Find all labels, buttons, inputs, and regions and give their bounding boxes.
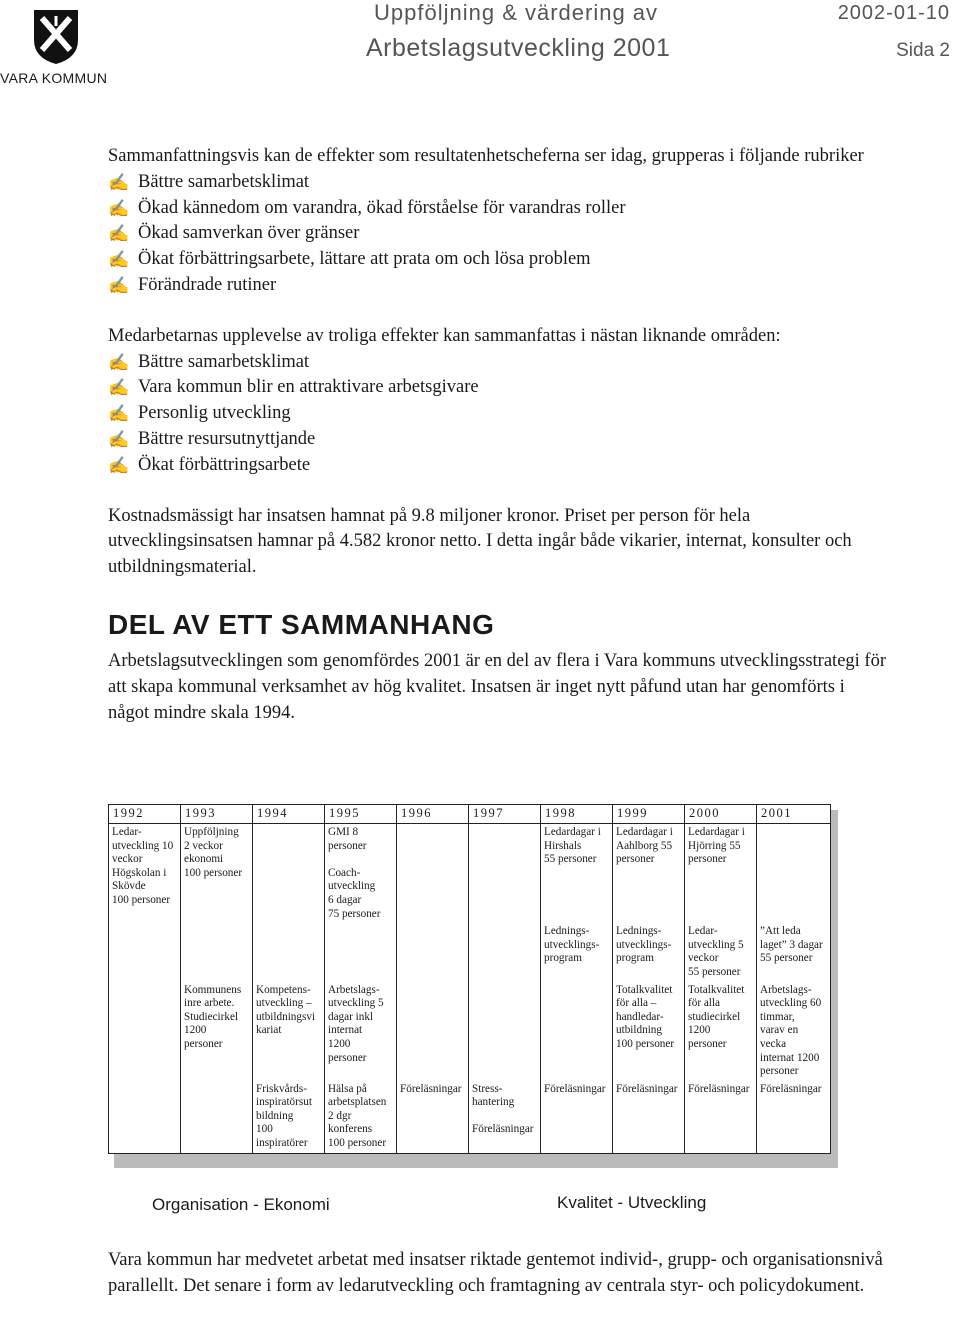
header-date: 2002-01-10 [837,2,950,24]
section-heading: DEL AV ETT SAMMANHANG [108,608,495,640]
table-cell [541,982,613,1081]
logo [0,6,118,86]
year-header: 1997 [469,805,541,824]
table-cell [109,923,181,981]
year-header: 1999 [613,805,685,824]
table-cell [109,1081,181,1153]
table-cell: Uppföljning 2 veckor ekonomi 100 personer [181,824,253,924]
timeline-table-wrapper [108,804,831,1154]
table-cell: Arbetslags- utveckling 60 timmar, varav en vecka internat 1200 personer [757,982,831,1081]
table-cell: Arbetslags- utveckling 5 dagar inkl internat 1200 personer [325,982,397,1081]
table-cell [397,824,469,924]
list-item: ✍ Bättre samarbetsklimat [108,170,888,196]
table-cell: Ledardagar i Aahlborg 55 personer [613,824,685,924]
closing-paragraph: Vara kommun har medvetet arbetat med insatser riktade gentemot individ-, grupp- och organisationsnivå parallellt. Det senare i form av ledarutveckling och framtagning av centrala styr- och policydokument. [108,1250,883,1296]
table-cell [325,923,397,981]
table-cell [469,824,541,924]
year-header: 2001 [757,805,831,824]
table-cell [109,982,181,1081]
table-cell: Ledar- utveckling 5 veckor 55 personer [685,923,757,981]
footer-label-right: Kvalitet - Utveckling [557,1193,707,1212]
table-row [109,923,831,981]
timeline-table [108,804,831,1154]
year-header: 1998 [541,805,613,824]
table-cell: Kompetens- utveckling – utbildningsvi kariat [253,982,325,1081]
list-item: ✍ Ökad samverkan över gränser [108,221,888,247]
table-cell [469,982,541,1081]
table-cell [253,923,325,981]
vara-kommun-crest-icon [30,6,82,66]
table-cell: Lednings- utvecklings- program [541,923,613,981]
table-cell: Totalkvalitet för alla studiecirkel 1200 personer [685,982,757,1081]
list-item: ✍ Ökad kännedom om varandra, ökad förståelse för varandras roller [108,196,888,222]
section2-intro: Medarbetarnas upplevelse av troliga effekter kan sammanfattas i nästan liknande områden: [108,325,781,346]
header-title-line1: Uppföljning & värdering av [374,0,659,25]
list-item: ✍ Bättre resursutnyttjande [108,427,888,453]
writing-hand-icon: ✍ [108,250,130,270]
table-row [109,824,831,924]
page-number: Sida 2 [896,40,950,61]
table-cell: Ledar- utveckling 10 veckor Högskolan i Skövde 100 personer [109,824,181,924]
year-header: 1994 [253,805,325,824]
table-cell: Stress- hantering Föreläsningar [469,1081,541,1153]
table-cell [181,1081,253,1153]
table-row [109,1081,831,1153]
writing-hand-icon: ✍ [108,429,130,449]
writing-hand-icon: ✍ [108,198,130,218]
section1-intro: Sammanfattningsvis kan de effekter som resultatenhetscheferna ser idag, grupperas i följande rubriker [108,146,864,166]
cost-paragraph: Kostnadsmässigt har insatsen hamnat på 9.8 miljoner kronor. Priset per person för hela utvecklingsinsatsen hamnar på 4.582 kronor netto. I detta ingår både vikarier, internat, konsulter och utbildningsmaterial. [108,505,852,578]
table-cell: Ledardagar i Hirshals 55 personer [541,824,613,924]
writing-hand-icon: ✍ [108,455,130,475]
table-cell [397,923,469,981]
table-cell: Föreläsningar [541,1081,613,1153]
table-cell: Föreläsningar [757,1081,831,1153]
list-item: ✍ Förändrade rutiner [108,273,888,299]
year-header: 1996 [397,805,469,824]
heading-paragraph: Arbetslagsutvecklingen som genomfördes 2001 är en del av flera i Vara kommuns utvecklingsstrategi för att skapa kommunal verksamhet av hög kvalitet. Insatsen är inget nytt påfund utan har genomförts i något mindre skala 1994. [108,650,886,723]
writing-hand-icon: ✍ [108,275,130,295]
list-item: ✍ Vara kommun blir en attraktivare arbetsgivare [108,375,888,401]
table-cell [397,982,469,1081]
main-content [108,144,888,726]
table-cell [469,923,541,981]
list-item: ✍ Bättre samarbetsklimat [108,350,888,376]
table-cell: Kommunens inre arbete. Studiecirkel 1200 personer [181,982,253,1081]
table-cell: Föreläsningar [685,1081,757,1153]
table-cell: Friskvårds- inspiratörsut bildning 100 inspiratörer [253,1081,325,1153]
header-title-line2: Arbetslagsutveckling 2001 [366,34,671,62]
section1-bullet-list [108,170,888,299]
table-cell: Ledardagar i Hjörring 55 personer [685,824,757,924]
footer-label-left: Organisation - Ekonomi [152,1195,330,1214]
section2-bullet-list [108,350,888,479]
table-cell [253,824,325,924]
writing-hand-icon: ✍ [108,224,130,244]
table-cell: Totalkvalitet för alla – handledar- utbildning 100 personer [613,982,685,1081]
year-header: 1992 [109,805,181,824]
table-cell: Föreläsningar [397,1081,469,1153]
table-cell: GMI 8 personer Coach- utveckling 6 dagar 75 personer [325,824,397,924]
table-cell: Hälsa på arbetsplatsen 2 dgr konferens 100 personer [325,1081,397,1153]
writing-hand-icon: ✍ [108,352,130,372]
writing-hand-icon: ✍ [108,378,130,398]
list-item: ✍ Ökat förbättringsarbete [108,453,888,479]
table-cell [757,824,831,924]
list-item: ✍ Ökat förbättringsarbete, lättare att prata om och lösa problem [108,247,888,273]
table-cell: Lednings- utvecklings- program [613,923,685,981]
table-row [109,982,831,1081]
year-header: 2000 [685,805,757,824]
table-cell [181,923,253,981]
table-cell: Föreläsningar [613,1081,685,1153]
writing-hand-icon: ✍ [108,404,130,424]
year-header-row [109,805,831,824]
year-header: 1993 [181,805,253,824]
writing-hand-icon: ✍ [108,172,130,192]
table-cell: ”Att leda laget” 3 dagar 55 personer [757,923,831,981]
list-item: ✍ Personlig utveckling [108,401,888,427]
org-name: VARA KOMMUN [0,70,108,86]
year-header: 1995 [325,805,397,824]
